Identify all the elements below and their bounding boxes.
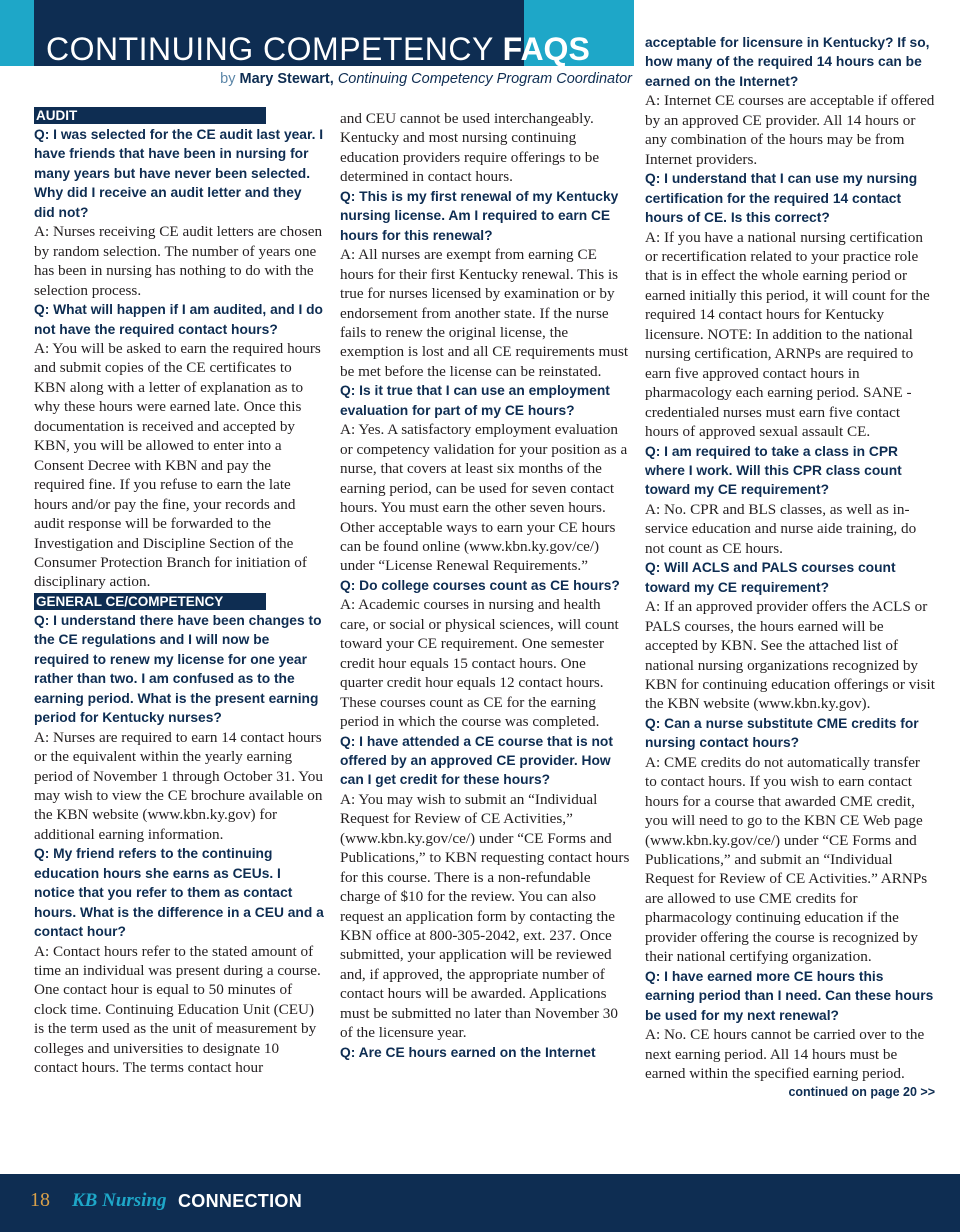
question: Q: Do college courses count as CE hours? — [340, 577, 620, 593]
page-title — [46, 31, 590, 67]
section-heading-audit: AUDIT — [34, 107, 266, 124]
question: Q: I understand there have been changes to the CE regulations and I will now be required to renew my license for one year rather than two. I am confused as to the earning period. What is the present earning period for Kentucky nurses? — [34, 612, 322, 726]
header-teal-bar — [0, 0, 34, 66]
author-name: Mary Stewart, — [239, 71, 334, 87]
column-3 — [645, 33, 935, 1103]
column-1 — [34, 106, 324, 1078]
author-role: Continuing Competency Program Coordinator — [337, 71, 632, 87]
answer: A: You may wish to submit an “Individual Request for Review of CE Activities,” (www.kbn.ky.gov/ce/) under “CE Forms and Publications,” to KBN requesting contact hours for this course. There is a non-refundable charge of $10 for the review. You can also request an application form by contacting the KBN office at 800-305-2042, ext. 237. Once submitted, your application will be reviewed and, if approved, the appropriate number of contact hours will be awarded. Applications must be submitted no later than November 30 of the licensure year. — [340, 790, 630, 1042]
answer: A: Yes. A satisfactory employment evaluation or competency validation for your position as a nurse, that covers at least six months of the earning period, can be used for seven contact hours. You must earn the other seven hours. Other acceptable ways to earn your CE hours can be found online (www.kbn.ky.gov/ce/) under “License Renewal Requirements.” — [340, 421, 628, 575]
brand-connection: CONNECTION — [178, 1191, 302, 1211]
question: Q: Will ACLS and PALS courses count toward my CE requirement? — [645, 560, 896, 595]
answer: A: Academic courses in nursing and health care, or social or physical sciences, will count toward your CE requirement. One semester credit hour equals 15 contact hours. One quarter credit hour equals 12 contact hours. These courses count as CE for the earning period in which the course was completed. — [340, 596, 619, 731]
answer: A: Contact hours refer to the stated amount of time an individual was present during a course. One contact hour is equal to 50 minutes of clock time. Continuing Education Unit (CEU) is the term used as the unit of measurement by colleges and universities to designate 10 contact hours. The terms contact hour — [34, 942, 321, 1077]
question: Q: I am required to take a class in CPR where I work. Will this CPR class count toward my CE requirement? — [645, 443, 902, 498]
answer: and CEU cannot be used interchangeably. Kentucky and most nursing continuing education providers require offerings to be determined in contact hours. — [340, 110, 600, 186]
title-prefix: CONTINUING COMPETENCY — [46, 31, 494, 67]
question: Q: This is my first renewal of my Kentucky nursing license. Am I required to earn CE hours for this renewal? — [340, 188, 619, 243]
page-number: 18 — [30, 1189, 50, 1211]
answer: A: CME credits do not automatically transfer to contact hours. If you wish to earn contact hours for a course that awarded CME credit, you will need to go to the KBN CE Web page (www.kbn.ky.gov/ce/) under “CE Forms and Publications,” and submit an “Individual Request for Review of CE Activities.” ARNPs are allowed to use CME credits for pharmacology continuing education if the provider offering the course is recognized by their national certifying organization. — [645, 753, 928, 966]
answer: A: If an approved provider offers the ACLS or PALS courses, the hours earned will be accepted by KBN. See the attached list of national nursing organizations recognized by KBN for continuing education offerings or visit the KBN website (www.kbn.ky.gov). — [645, 598, 935, 713]
answer: A: No. CPR and BLS classes, as well as in-service education and nurse aide training, do not count as CE hours. — [645, 500, 917, 557]
answer: A: You will be asked to earn the required hours and submit copies of the CE certificates to KBN along with a letter of explanation as to why these hours were earned late. Once this documentation is received and accepted by KBN, you will be allowed to enter into a Consent Decree with KBN and pay the required fine. If you refuse to earn the late hours and/or pay the fine, your records and audit response will be forwarded to the Investigation and Discipline Section of the Consumer Protection Branch for initiation of disciplinary action. — [34, 339, 321, 591]
question: Q: I have earned more CE hours this earning period than I need. Can these hours be used for my next renewal? — [645, 968, 934, 1023]
byline-by: by — [220, 71, 236, 87]
question: Q: Is it true that I can use an employment evaluation for part of my CE hours? — [340, 383, 610, 418]
column-2 — [340, 109, 630, 1062]
byline — [220, 71, 632, 87]
title-faqs: FAQS — [502, 31, 590, 67]
section-heading-general: GENERAL CE/COMPETENCY — [34, 593, 266, 610]
answer: A: Nurses are required to earn 14 contact hours or the equivalent within the yearly earning period of November 1 through October 31. You may wish to view the CE brochure available on the KBN website (www.kbn.ky.gov) for additional earning information. — [34, 728, 323, 843]
answer: A: No. CE hours cannot be carried over to the next earning period. All 14 hours must be earned within the specified earning period. — [645, 1026, 925, 1083]
continued-link[interactable]: continued on page 20 >> — [788, 1085, 935, 1100]
answer: A: Nurses receiving CE audit letters are chosen by random selection. The number of years one has been in nursing has nothing to do with the selection process. — [34, 223, 323, 299]
question: Q: What will happen if I am audited, and I do not have the required contact hours? — [34, 302, 323, 337]
question: Q: I have attended a CE course that is not offered by an approved CE provider. How can I get credit for these hours? — [340, 733, 613, 788]
question: Q: My friend refers to the continuing education hours she earns as CEUs. I notice that you refer to them as contact hours. What is the difference in a CEU and a contact hour? — [34, 846, 324, 940]
answer: A: If you have a national nursing certification or recertification related to your practice role that is in effect the whole earning period or earned initially this period, it will count for the required 14 contact hours for Kentucky licensure. NOTE: In addition to the national nursing certification, ARNPs are required to earn five approved contact hours in pharmacology each earning period. SANE -credentialed nurses must earn five contact hours of approved sexual assault CE. — [645, 228, 930, 441]
brand-kb-nursing: KB Nursing — [72, 1190, 167, 1211]
answer: A: Internet CE courses are acceptable if offered by an approved CE provider. All 14 hours or any combination of the hours may be from Internet providers. — [645, 92, 935, 168]
question: acceptable for licensure in Kentucky? If so, how many of the required 14 hours can be earned on the Internet? — [645, 35, 930, 89]
answer: A: All nurses are exempt from earning CE hours for their first Kentucky renewal. This is true for nurses licensed by examination or by endorsement from another state. If the nurse fails to renew the original license, the exemption is lost and all CE requirements must be met before the license can be reinstated. — [340, 246, 629, 380]
question: Q: Are CE hours earned on the Internet — [340, 1044, 596, 1060]
question: Q: I was selected for the CE audit last year. I have friends that have been in nursing for many years but have never been selected. Why did I receive an audit letter and they did not? — [34, 127, 324, 220]
question: Q: Can a nurse substitute CME credits for nursing contact hours? — [645, 715, 919, 751]
question: Q: I understand that I can use my nursing certification for the required 14 contact hours of CE. Is this correct? — [645, 171, 918, 226]
